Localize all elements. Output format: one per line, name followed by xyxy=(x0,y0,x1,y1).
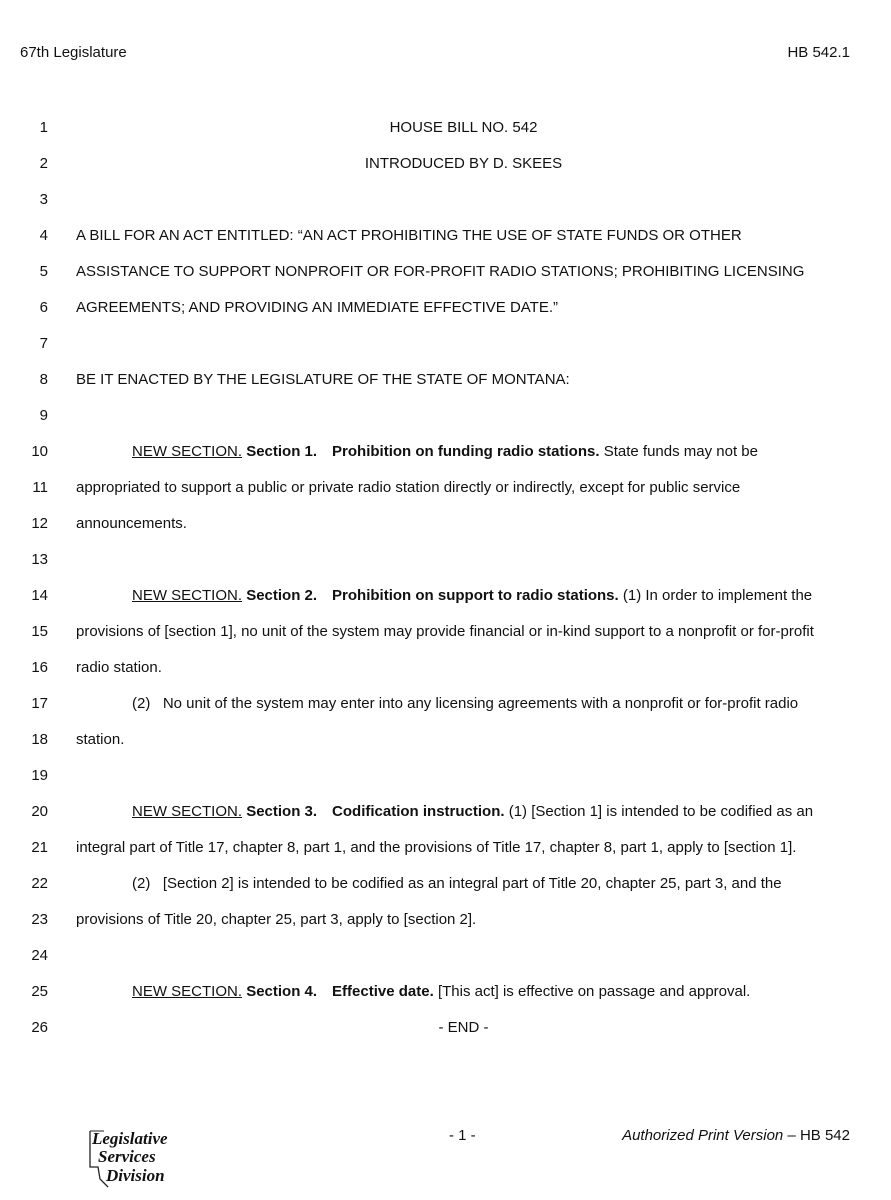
logo-line-2: Services xyxy=(98,1147,156,1166)
line-11 xyxy=(0,470,891,506)
line-3 xyxy=(0,182,891,218)
line-number: 3 xyxy=(39,191,48,208)
line-number: 13 xyxy=(31,551,48,568)
line-number: 25 xyxy=(31,983,48,1000)
section-3-heading-line xyxy=(76,794,851,830)
section-number: Section 3. xyxy=(246,803,318,820)
line-16 xyxy=(0,650,891,686)
line-22 xyxy=(0,866,891,902)
end-marker: - END - xyxy=(438,1019,489,1036)
line-number: 18 xyxy=(31,731,48,748)
section-text: provisions of Title 20, chapter 25, part 3, apply to [section 2]. xyxy=(76,911,477,928)
section-text: station. xyxy=(76,731,125,748)
preamble-text: A BILL FOR AN ACT ENTITLED: “AN ACT PROHIBITING THE USE OF STATE FUNDS OR OTHER xyxy=(76,227,742,244)
line-17 xyxy=(0,686,891,722)
line-20 xyxy=(0,794,891,830)
line-15 xyxy=(0,614,891,650)
line-number: 7 xyxy=(39,335,48,352)
line-4 xyxy=(0,218,891,254)
section-text: radio station. xyxy=(76,659,162,676)
line-number: 11 xyxy=(32,479,48,496)
new-section-label: NEW SECTION. xyxy=(132,587,243,604)
line-7 xyxy=(0,326,891,362)
line-number: 10 xyxy=(31,443,48,460)
line-21 xyxy=(0,830,891,866)
section-text: announcements. xyxy=(76,515,187,532)
line-23 xyxy=(0,902,891,938)
line-number: 5 xyxy=(39,263,48,280)
line-number: 24 xyxy=(31,947,48,964)
line-12 xyxy=(0,506,891,542)
line-number: 15 xyxy=(31,623,48,640)
new-section-label: NEW SECTION. xyxy=(132,443,243,460)
line-24 xyxy=(0,938,891,974)
line-number: 19 xyxy=(31,767,48,784)
line-8 xyxy=(0,362,891,398)
line-number: 4 xyxy=(39,227,48,244)
new-section-label: NEW SECTION. xyxy=(132,983,243,1000)
section-2-heading-line xyxy=(76,578,851,614)
line-number: 6 xyxy=(39,299,48,316)
line-number: 1 xyxy=(39,119,48,136)
legislative-services-logo xyxy=(84,1127,224,1189)
new-section-label: NEW SECTION. xyxy=(132,803,243,820)
section-heading: Effective date. xyxy=(332,983,434,1000)
bill-number-title: HOUSE BILL NO. 542 xyxy=(389,119,538,136)
subsection-text: (2) No unit of the system may enter into any licensing agreements with a nonprofit or for-profit radio xyxy=(132,695,799,712)
line-number: 9 xyxy=(39,407,48,424)
line-19 xyxy=(0,758,891,794)
preamble-text: AGREEMENTS; AND PROVIDING AN IMMEDIATE EFFECTIVE DATE.” xyxy=(76,299,558,316)
line-10 xyxy=(0,434,891,470)
section-1-heading-line xyxy=(76,434,851,470)
line-number: 8 xyxy=(39,371,48,388)
logo-line-1: Legislative xyxy=(92,1129,168,1148)
line-number: 14 xyxy=(31,587,48,604)
section-text: provisions of [section 1], no unit of the system may provide financial or in-kind support to a nonprofit or for-profit xyxy=(76,623,814,640)
section-number: Section 1. xyxy=(246,443,318,460)
legislature-header: 67th Legislature xyxy=(20,44,127,61)
line-9 xyxy=(0,398,891,434)
line-number: 17 xyxy=(31,695,48,712)
line-26 xyxy=(0,1010,891,1046)
bill-body xyxy=(0,110,891,1046)
line-18 xyxy=(0,722,891,758)
section-heading: Codification instruction. xyxy=(332,803,505,820)
authorized-print-version xyxy=(622,1127,850,1144)
section-text: (1) In order to implement the xyxy=(622,587,813,604)
enacting-clause: BE IT ENACTED BY THE LEGISLATURE OF THE STATE OF MONTANA: xyxy=(76,371,570,388)
authorized-label: Authorized Print Version xyxy=(622,1127,784,1144)
subsection-text: (2) [Section 2] is intended to be codified as an integral part of Title 20, chapter 25, part 3, and the xyxy=(132,875,782,892)
line-number: 21 xyxy=(31,839,48,856)
section-number: Section 4. xyxy=(246,983,318,1000)
line-number: 2 xyxy=(39,155,48,172)
line-6 xyxy=(0,290,891,326)
section-number: Section 2. xyxy=(246,587,318,604)
line-number: 16 xyxy=(31,659,48,676)
line-number: 12 xyxy=(31,515,48,532)
section-text: appropriated to support a public or private radio station directly or indirectly, except for public service xyxy=(76,479,741,496)
line-number: 22 xyxy=(31,875,48,892)
section-text: [This act] is effective on passage and approval. xyxy=(437,983,751,1000)
line-2 xyxy=(0,146,891,182)
line-5 xyxy=(0,254,891,290)
section-text: integral part of Title 17, chapter 8, part 1, and the provisions of Title 17, chapter 8, part 1, apply to [section 1]. xyxy=(76,839,797,856)
preamble-text: ASSISTANCE TO SUPPORT NONPROFIT OR FOR-PROFIT RADIO STATIONS; PROHIBITING LICENSING xyxy=(76,263,805,280)
bill-version-header: HB 542.1 xyxy=(787,44,850,61)
section-heading: Prohibition on funding radio stations. xyxy=(332,443,600,460)
line-number: 26 xyxy=(31,1019,48,1036)
logo-line-3: Division xyxy=(106,1166,165,1185)
section-heading: Prohibition on support to radio stations. xyxy=(332,587,619,604)
section-text: (1) [Section 1] is intended to be codified as an xyxy=(508,803,814,820)
authorized-suffix: – HB 542 xyxy=(787,1127,850,1144)
line-13 xyxy=(0,542,891,578)
line-number: 23 xyxy=(31,911,48,928)
page-number: - 1 - xyxy=(449,1127,476,1144)
line-number: 20 xyxy=(31,803,48,820)
section-text: State funds may not be xyxy=(603,443,758,460)
line-25 xyxy=(0,974,891,1010)
section-4-heading-line xyxy=(76,974,851,1010)
line-14 xyxy=(0,578,891,614)
line-1 xyxy=(0,110,891,146)
introduced-by: INTRODUCED BY D. SKEES xyxy=(364,155,563,172)
